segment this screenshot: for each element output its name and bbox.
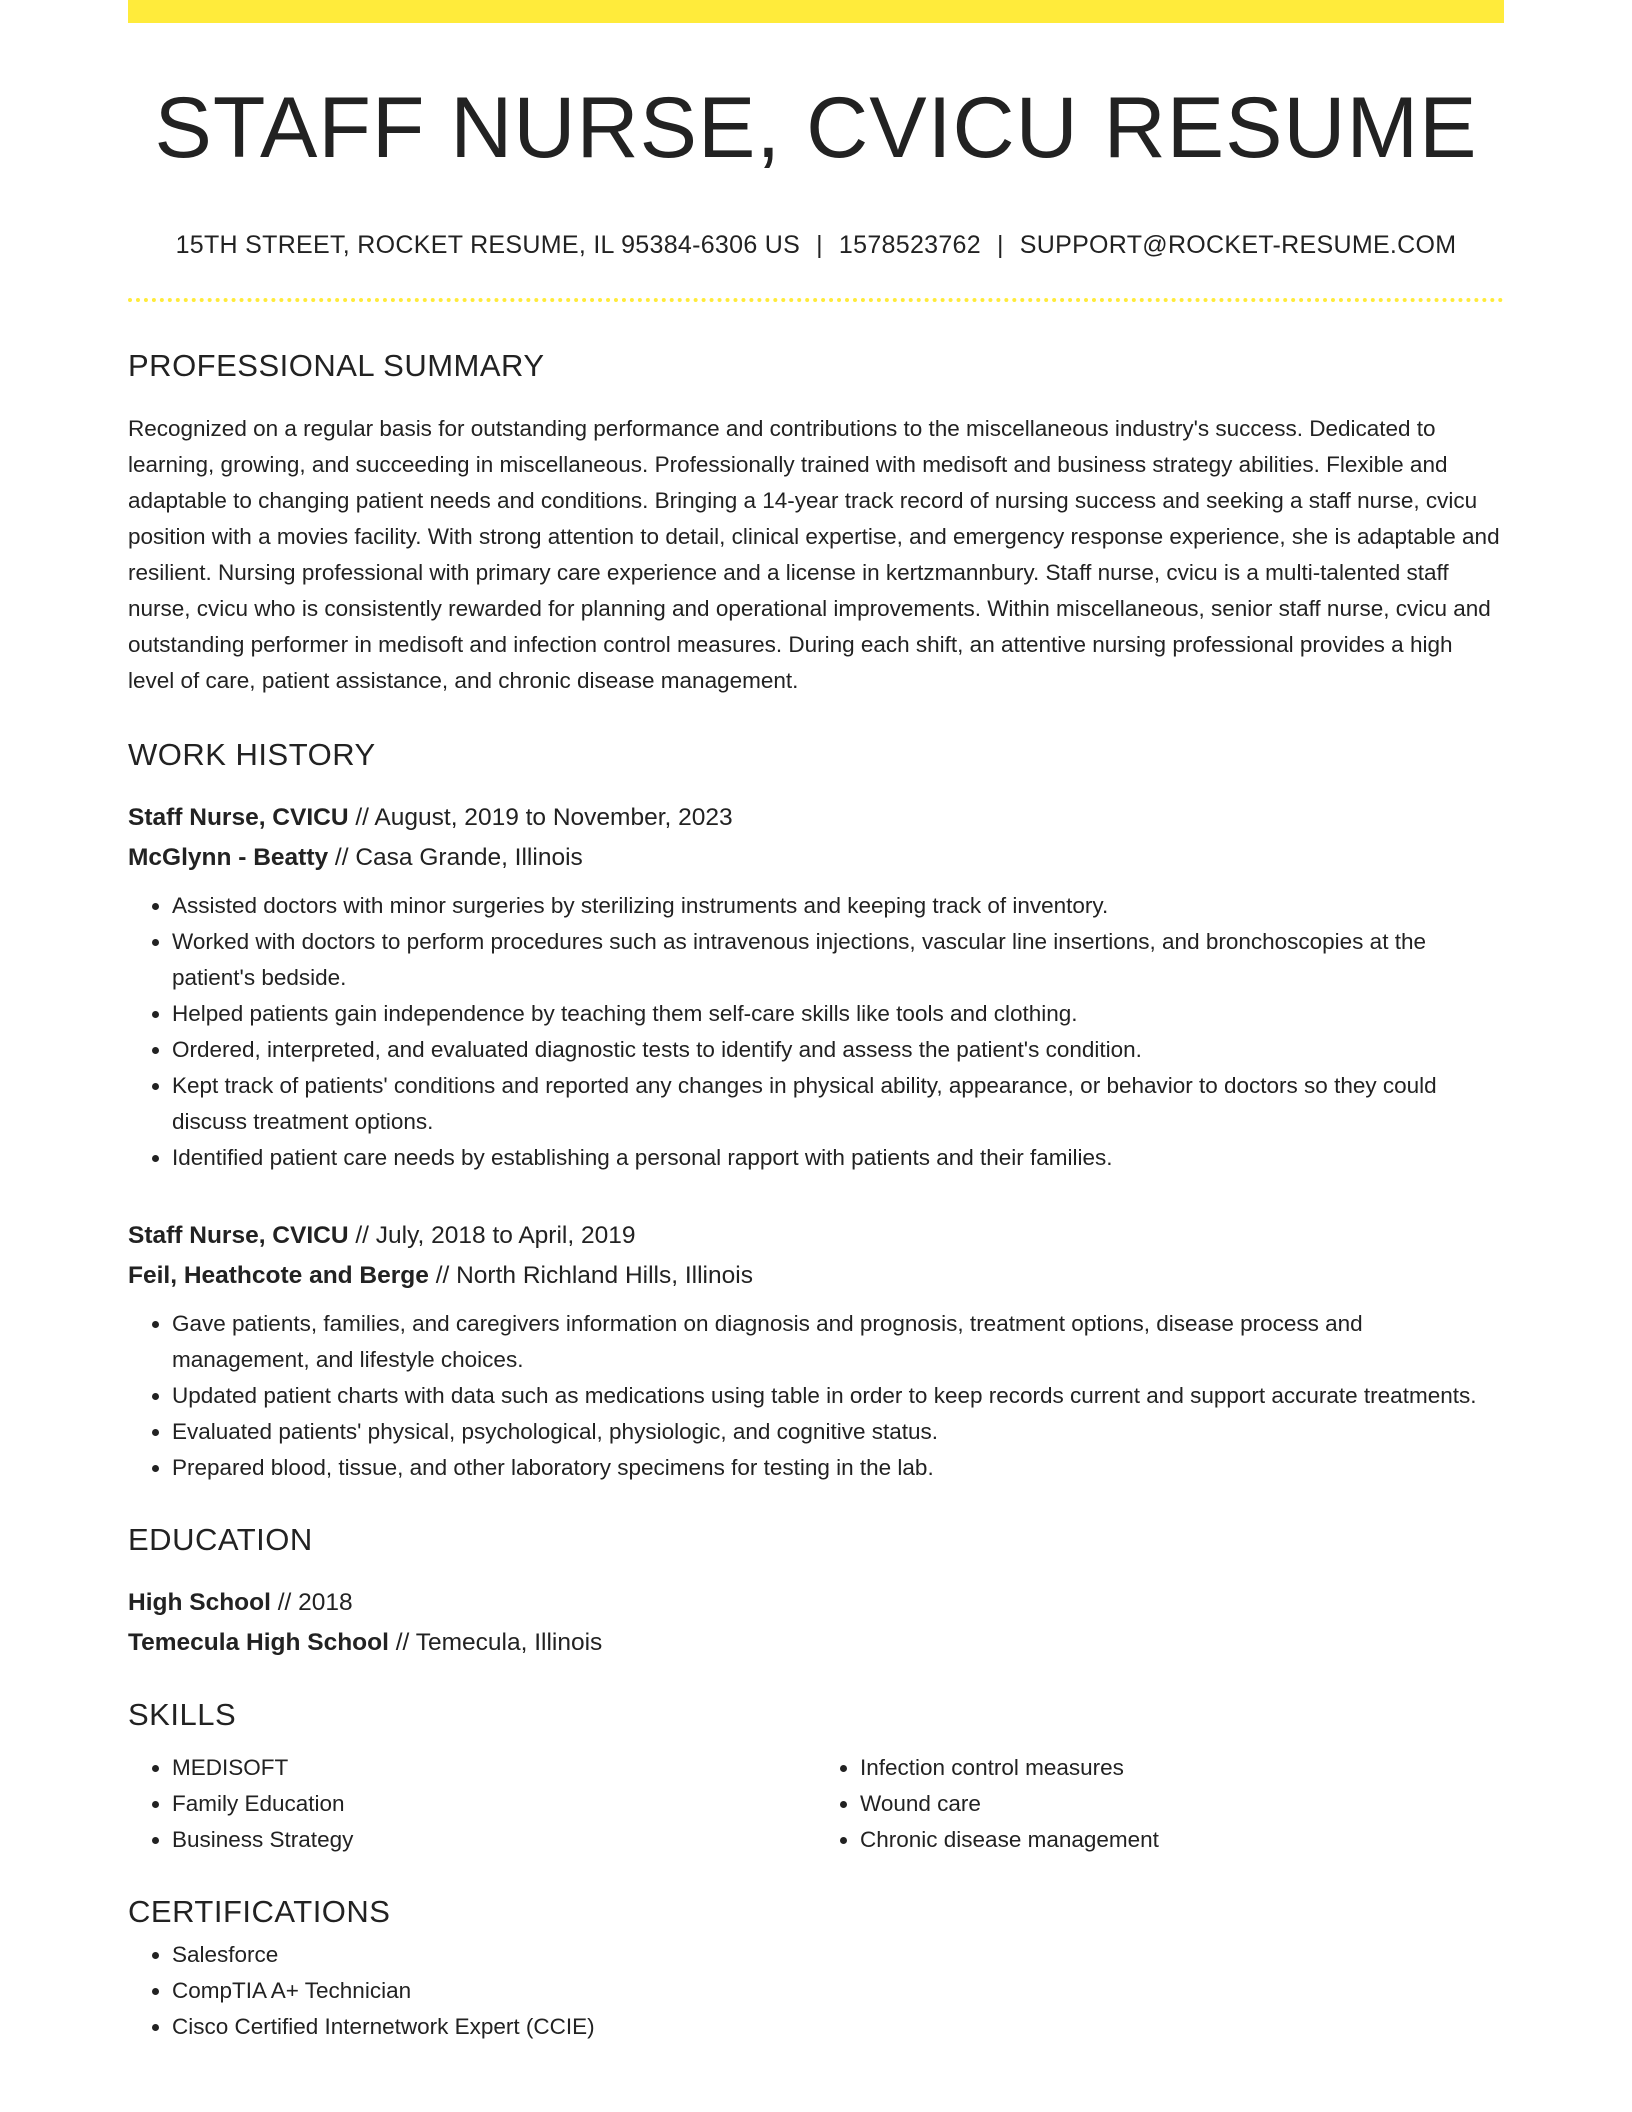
job-duty: • Evaluated patients' physical, psychological, physiologic, and cognitive status. bbox=[172, 1414, 1504, 1450]
skills-heading: SKILLS bbox=[128, 1697, 237, 1732]
skills-grid bbox=[128, 1750, 1504, 1858]
skill-item: • Business Strategy bbox=[172, 1822, 816, 1858]
top-accent-bar bbox=[128, 0, 1504, 23]
skill-item: • Infection control measures bbox=[860, 1750, 1504, 1786]
skill-item: • Chronic disease management bbox=[860, 1822, 1504, 1858]
contact-separator: | bbox=[816, 231, 823, 259]
job-entry bbox=[128, 1216, 1504, 1486]
job-location: // North Richland Hills, Illinois bbox=[428, 1262, 753, 1289]
skills-list bbox=[128, 1750, 816, 1858]
education-degree-line bbox=[128, 1583, 1504, 1623]
skill-item: • Family Education bbox=[172, 1786, 816, 1822]
job-duties-list bbox=[128, 888, 1504, 1176]
job-role: Staff Nurse, CVICU bbox=[128, 804, 349, 831]
summary-heading: PROFESSIONAL SUMMARY bbox=[128, 348, 545, 383]
contact-address: 15TH STREET, ROCKET RESUME, IL 95384-6306 US bbox=[175, 231, 801, 259]
skills-list bbox=[816, 1750, 1504, 1858]
job-role: Staff Nurse, CVICU bbox=[128, 1222, 349, 1249]
contact-phone: 1578523762 bbox=[838, 231, 981, 259]
certification-item: • Cisco Certified Internetwork Expert (CCIE) bbox=[172, 2009, 1504, 2045]
certification-item: • CompTIA A+ Technician bbox=[172, 1973, 1504, 2009]
job-duty: • Identified patient care needs by establishing a personal rapport with patients and their families. bbox=[172, 1140, 1504, 1176]
education-location: // Temecula, Illinois bbox=[388, 1629, 603, 1656]
job-company: Feil, Heathcote and Berge bbox=[128, 1262, 429, 1289]
job-duty: • Helped patients gain independence by teaching them self-care skills like tools and clothing. bbox=[172, 996, 1504, 1032]
resume-title: STAFF NURSE, CVICU RESUME bbox=[154, 80, 1478, 176]
contact-separator: | bbox=[996, 231, 1004, 259]
skill-item: • Wound care bbox=[860, 1786, 1504, 1822]
education-year: // 2018 bbox=[270, 1589, 353, 1616]
work-history-heading: WORK HISTORY bbox=[128, 737, 376, 772]
header-divider bbox=[128, 298, 1504, 302]
job-entry bbox=[128, 798, 1504, 1176]
certification-item: • Salesforce bbox=[172, 1937, 1504, 1973]
education-entry bbox=[128, 1583, 1504, 1663]
job-company-line bbox=[128, 838, 1504, 878]
job-duty: • Ordered, interpreted, and evaluated diagnostic tests to identify and assess the patient's condition. bbox=[172, 1032, 1504, 1068]
contact-line bbox=[128, 231, 1504, 260]
job-duty: • Assisted doctors with minor surgeries by sterilizing instruments and keeping track of inventory. bbox=[172, 888, 1504, 924]
certifications-list bbox=[128, 1937, 1504, 2045]
skills-column-right bbox=[816, 1750, 1504, 1858]
education-heading: EDUCATION bbox=[128, 1522, 313, 1557]
contact-email: SUPPORT@ROCKET-RESUME.COM bbox=[1019, 231, 1457, 259]
skills-column-left bbox=[128, 1750, 816, 1858]
job-role-line bbox=[128, 798, 1504, 838]
job-duty: • Gave patients, families, and caregivers information on diagnosis and prognosis, treatment options, disease process and management, and lifestyle choices. bbox=[172, 1306, 1504, 1378]
job-dates: // July, 2018 to April, 2019 bbox=[348, 1222, 636, 1249]
job-company: McGlynn - Beatty bbox=[128, 844, 329, 871]
education-school-line bbox=[128, 1623, 1504, 1663]
job-duty: • Kept track of patients' conditions and reported any changes in physical ability, appearance, or behavior to doctors so they could discuss treatment options. bbox=[172, 1068, 1504, 1140]
job-dates: // August, 2019 to November, 2023 bbox=[348, 804, 733, 831]
job-duties-list bbox=[128, 1306, 1504, 1486]
summary-text: Recognized on a regular basis for outstanding performance and contributions to the miscellaneous industry's success. Dedicated to learning, growing, and succeeding in miscellaneous. Professionally trained with medisoft and business strategy abilities. Flexible and adaptable to changing patient needs and conditions. Bringing a 14-year track record of nursing success and seeking a staff nurse, cvicu position with a movies facility. With strong attention to detail, clinical expertise, and emergency response experience, she is adaptable and resilient. Nursing professional with primary care experience and a license in kertzmannbury. Staff nurse, cvicu is a multi-talented staff nurse, cvicu who is consistently rewarded for planning and operational improvements. Within miscellaneous, senior staff nurse, cvicu and outstanding performer in medisoft and infection control measures. During each shift, an attentive nursing professional provides a high level of care, patient assistance, and chronic disease management. bbox=[128, 416, 1500, 693]
job-duty: • Worked with doctors to perform procedures such as intravenous injections, vascular line insertions, and bronchoscopies at the patient's bedside. bbox=[172, 924, 1504, 996]
job-duty: • Updated patient charts with data such as medications using table in order to keep records current and support accurate treatments. bbox=[172, 1378, 1504, 1414]
certifications-heading: CERTIFICATIONS bbox=[128, 1894, 391, 1929]
education-school: Temecula High School bbox=[128, 1629, 389, 1656]
job-location: // Casa Grande, Illinois bbox=[328, 844, 583, 871]
education-degree: High School bbox=[128, 1589, 271, 1616]
job-role-line bbox=[128, 1216, 1504, 1256]
skill-item: • MEDISOFT bbox=[172, 1750, 816, 1786]
job-company-line bbox=[128, 1256, 1504, 1296]
resume-page bbox=[128, 0, 1504, 2045]
job-duty: • Prepared blood, tissue, and other laboratory specimens for testing in the lab. bbox=[172, 1450, 1504, 1486]
